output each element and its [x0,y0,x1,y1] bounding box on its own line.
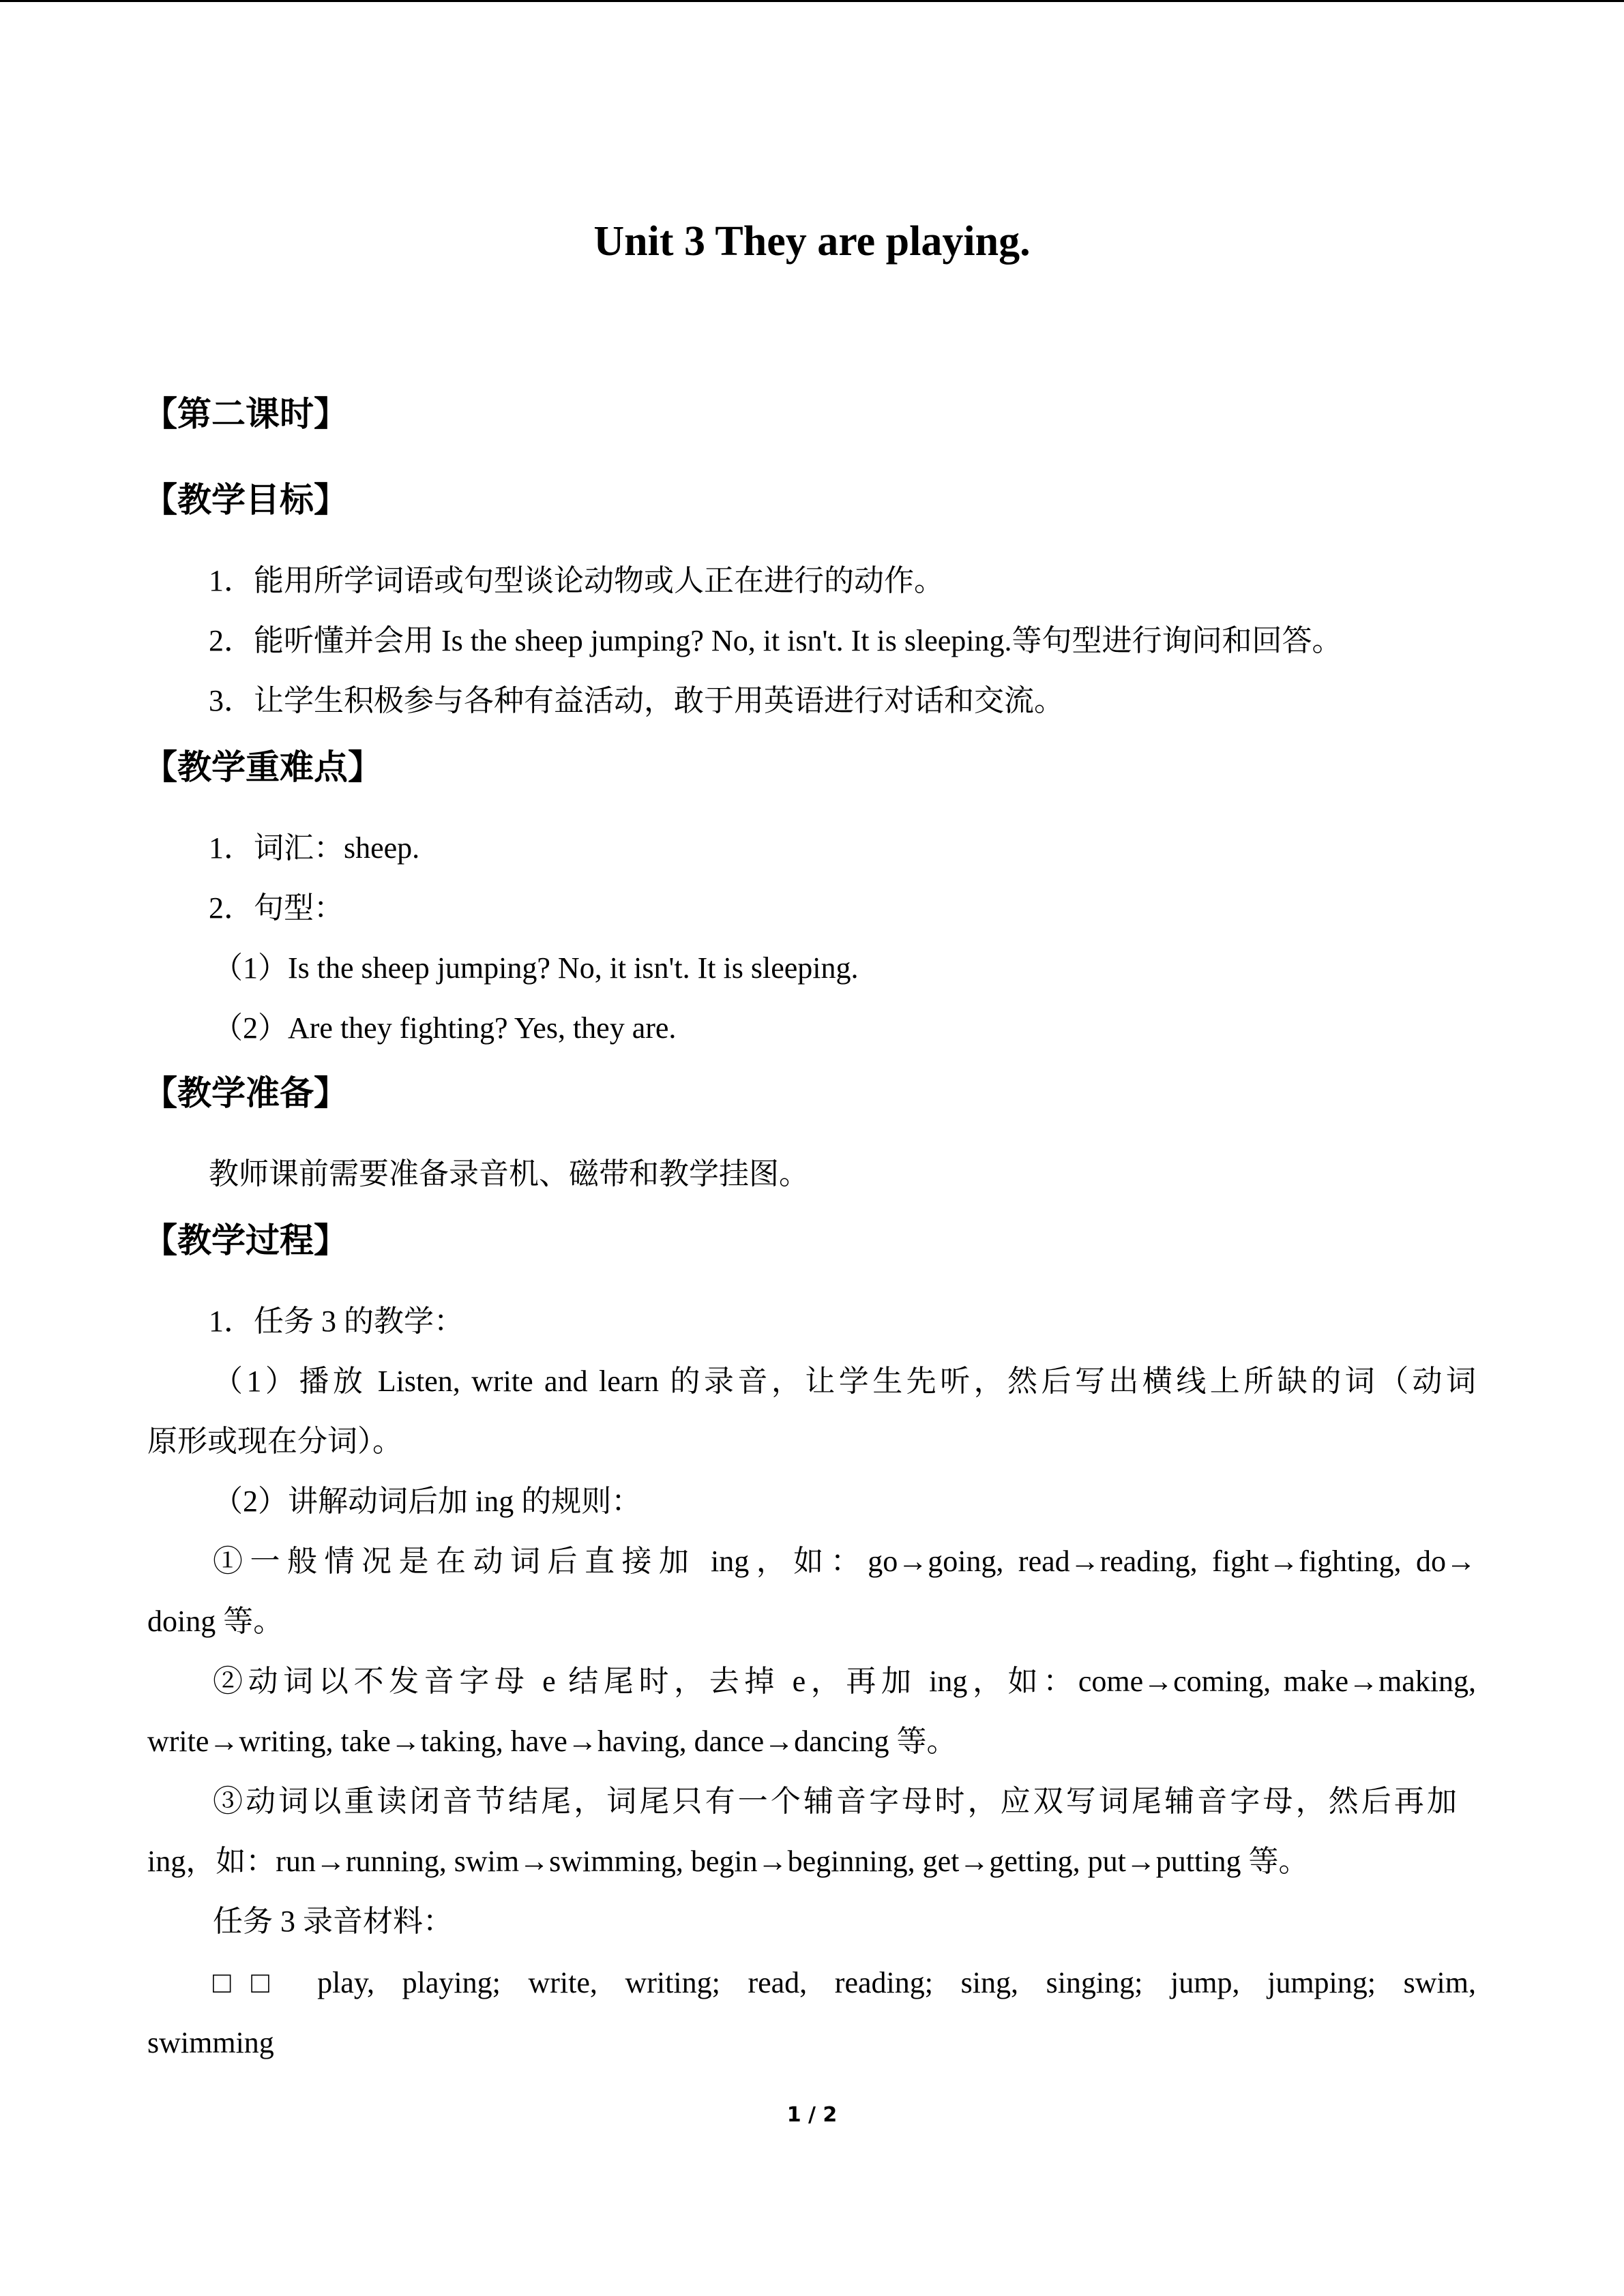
objective-item-2: 2．能听懂并会用 Is the sheep jumping? No, it isn't. It is sleeping.等句型进行询问和回答。 [209,624,1342,657]
rule1-line2: doing 等。 [147,1605,284,1638]
page-number: 1 / 2 [786,2103,838,2127]
rule3-line1: ③动词以重读闭音节结尾，词尾只有一个辅音字母时，应双写词尾辅音字母，然后再加 [213,1785,1457,1818]
rule3-line2: ing，如：run→running, swim→swimming, begin→beginning, get→getting, put→putting 等。 [147,1845,1309,1878]
key-point-item-4: （2）Are they fighting? Yes, they are. [213,1011,677,1045]
key-point-item-3: （1）Is the sheep jumping? No, it isn't. It is sleeping. [213,951,859,985]
step2-text: （2）讲解动词后加 ing 的规则： [213,1485,642,1518]
step1-line2: 原形或现在分词）。 [147,1425,402,1458]
objectives-heading: 【教学目标】 [143,480,348,520]
process-heading: 【教学过程】 [143,1221,348,1260]
lesson-heading: 【第二课时】 [143,394,348,434]
objective-item-3: 3．让学生积极参与各种有益活动，敢于用英语进行对话和交流。 [209,684,1064,717]
document-title: Unit 3 They are playing. [593,218,1031,265]
objective-item-1: 1．能用所学词语或句型谈论动物或人正在进行的动作。 [209,564,944,597]
step1-line1: （1）播放 Listen, write and learn 的录音，让学生先听，然后写出横线上所缺的词（动词 [213,1365,1476,1398]
rule2-line2: write→writing, take→taking, have→having, dance→dancing 等。 [147,1725,957,1758]
key-points-heading: 【教学重难点】 [143,747,382,787]
task-title: 1．任务 3 的教学： [209,1304,464,1338]
rule2-line1: ②动词以不发音字母 e 结尾时，去掉 e，再加 ing，如：come→coming, make→making, [213,1665,1476,1698]
preparation-text: 教师课前需要准备录音机、磁带和教学挂图。 [209,1157,809,1191]
preparation-heading: 【教学准备】 [143,1073,348,1113]
material-title: 任务 3 录音材料： [213,1905,453,1938]
key-point-item-2: 2．句型： [209,891,344,925]
rule1-line1: ①一般情况是在动词后直接加 ing，如：go→going, read→reading, fight→fighting, do→ [213,1545,1476,1578]
material-line1: □□ play, playing; write, writing; read, reading; sing, singing; jump, jumping; swim, [213,1966,1476,1999]
key-point-item-1: 1．词汇：sheep. [209,831,420,865]
material-line2: swimming [147,2026,274,2059]
